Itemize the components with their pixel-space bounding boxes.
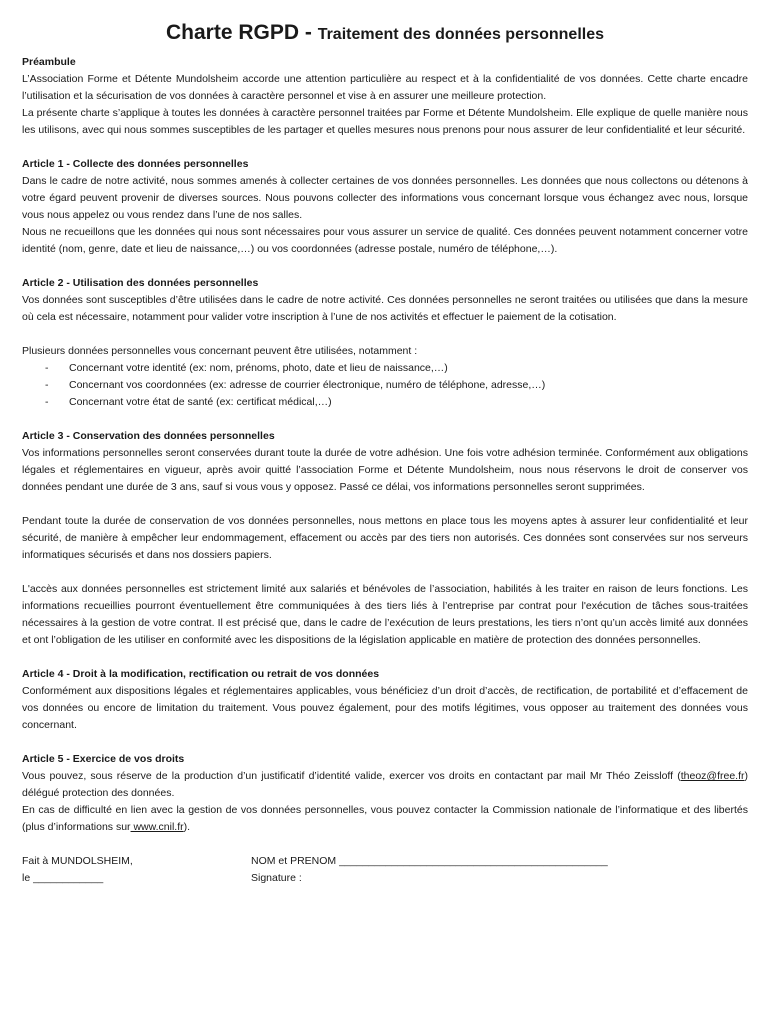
date-field: le ____________ [22, 872, 104, 884]
article-3-paragraph-1: Vos informations personnelles seront conservées durant toute la durée de votre adhésion. Une fois votre adhésion terminée. Conformément aux obligations légales et réglementaires en vigueur, après avoir quitté l’association Forme et Détente Mundolsheim, nous nous réservons le droit de conserver vos données pendant une durée de 3 ans, sauf si vous vous y opposez. Passé ce délai, vos informations personnelles seront supprimées. [22, 447, 748, 493]
article-1-paragraph-1: Dans le cadre de notre activité, nous sommes amenés à collecter certaines de vos données personnelles. Les données que nous collectons ou détenons à votre égard peuvent provenir de diverses sources. Nous pouvons collecter des informations vous concernant lorsque vous échangez avec nous, lorsque vous nous appelez ou vous rendez dans l’une de nos salles. [22, 175, 748, 221]
signature-row-1 [22, 853, 748, 870]
title-main: Charte RGPD - [166, 21, 318, 44]
article-2-heading: Article 2 - Utilisation des données personnelles [22, 277, 259, 289]
article-2-list [22, 360, 748, 411]
article-3-heading: Article 3 - Conservation des données personnelles [22, 430, 275, 442]
list-item: - Concernant votre état de santé (ex: certificat médical,…) [45, 396, 332, 408]
preambule-paragraph-2: La présente charte s’applique à toutes les données à caractère personnel traitées par Forme et Détente Mundolsheim. Elle explique de quelle manière nous les utilisons, avec qui nous sommes susceptibles de les partager et quelles mesures nous prenons pour nous assurer de leur confidentialité et leur sécurité. [22, 107, 748, 136]
fait-a-label: Fait à MUNDOLSHEIM, [22, 855, 133, 867]
preambule-paragraph-1: L’Association Forme et Détente Mundolsheim accorde une attention particulière au respect et à la confidentialité de vos données. Cette charte encadre l’utilisation et la sécurisation de vos données à caractère personnel et vise à en assurer une meilleure protection. [22, 73, 748, 102]
nom-prenom-field: NOM et PRENOM ______________________________________________ [251, 855, 608, 867]
article-5-heading: Article 5 - Exercice de vos droits [22, 753, 185, 765]
signature-label: Signature : [251, 872, 302, 884]
document-page [22, 20, 748, 887]
list-item: - Concernant votre identité (ex: nom, prénoms, photo, date et lieu de naissance,…) [45, 362, 448, 374]
article-4-heading: Article 4 - Droit à la modification, rectification ou retrait de vos données [22, 668, 380, 680]
article-3-paragraph-2: Pendant toute la durée de conservation de vos données personnelles, nous mettons en place tous les moyens aptes à assurer leur confidentialité et leur sécurité, de manière à empêcher leur endommagement, effacement ou accès par des tiers non autorisés. Ces données sont conservées sur nos serveurs informatiques sécurisés et dans nos dossiers papiers. [22, 515, 748, 561]
article-1-heading: Article 1 - Collecte des données personnelles [22, 158, 249, 170]
article-5-paragraph-1: Vous pouvez, sous réserve de la production d’un justificatif d’identité valide, exercer vos droits en contactant par mail Mr Théo Zeissloff (theoz@free.fr) délégué protection des données. [22, 770, 748, 799]
preambule-heading: Préambule [22, 56, 76, 68]
article-4-paragraph-1: Conformément aux dispositions légales et réglementaires applicables, vous bénéficiez d’un droit d’accès, de rectification, de portabilité et d’effacement de vos données ou encore de limitation du traitement. Vous pouvez également, pour des motifs légitimes, vous opposer au traitement des données vous concernant. [22, 685, 748, 731]
list-item: - Concernant vos coordonnées (ex: adresse de courrier électronique, numéro de téléphone, adresse,…) [45, 379, 546, 391]
title-sub: Traitement des données personnelles [317, 26, 604, 43]
signature-row-2 [22, 870, 748, 887]
article-1-paragraph-2: Nous ne recueillons que les données qui nous sont nécessaires pour vous assurer un service de qualité. Ces données peuvent notamment concerner votre identité (nom, genre, date et lieu de naissance,…) ou vos coordonnées (adresse postale, numéro de téléphone,…). [22, 226, 748, 255]
email-link[interactable]: theoz@free.fr [680, 770, 745, 782]
article-2-paragraph-2: Plusieurs données personnelles vous concernant peuvent être utilisées, notamment : [22, 345, 418, 357]
article-5-paragraph-2: En cas de difficulté en lien avec la gestion de vos données personnelles, vous pouvez contacter la Commission nationale de l’informatique et des libertés (plus d’informations sur www.cnil.fr). [22, 804, 748, 833]
article-2-paragraph-1: Vos données sont susceptibles d’être utilisées dans le cadre de notre activité. Ces données personnelles ne seront traitées ou utilisées que dans la mesure où cela est nécessaire, notamment pour valider votre inscription à l’une de nos activités et effectuer le paiement de la cotisation. [22, 294, 748, 323]
article-3-paragraph-3: L'accès aux données personnelles est strictement limité aux salariés et bénévoles de l’association, habilités à les traiter en raison de leurs fonctions. Les informations recueillies pourront éventuellement être communiquées à des tiers liés à l’entreprise par contrat pour l'exécution de tâches sous-traitées nécessaires à la gestion de votre contrat. Il est précisé que, dans le cadre de l’exécution de leurs prestations, les tiers n’ont qu’un accès limité aux données et ont l’obligation de les utiliser en conformité avec les dispositions de la législation applicable en matière de protection des données personnelles. [22, 583, 748, 646]
cnil-link[interactable]: www.cnil.fr [130, 821, 184, 833]
page-title [22, 20, 748, 46]
